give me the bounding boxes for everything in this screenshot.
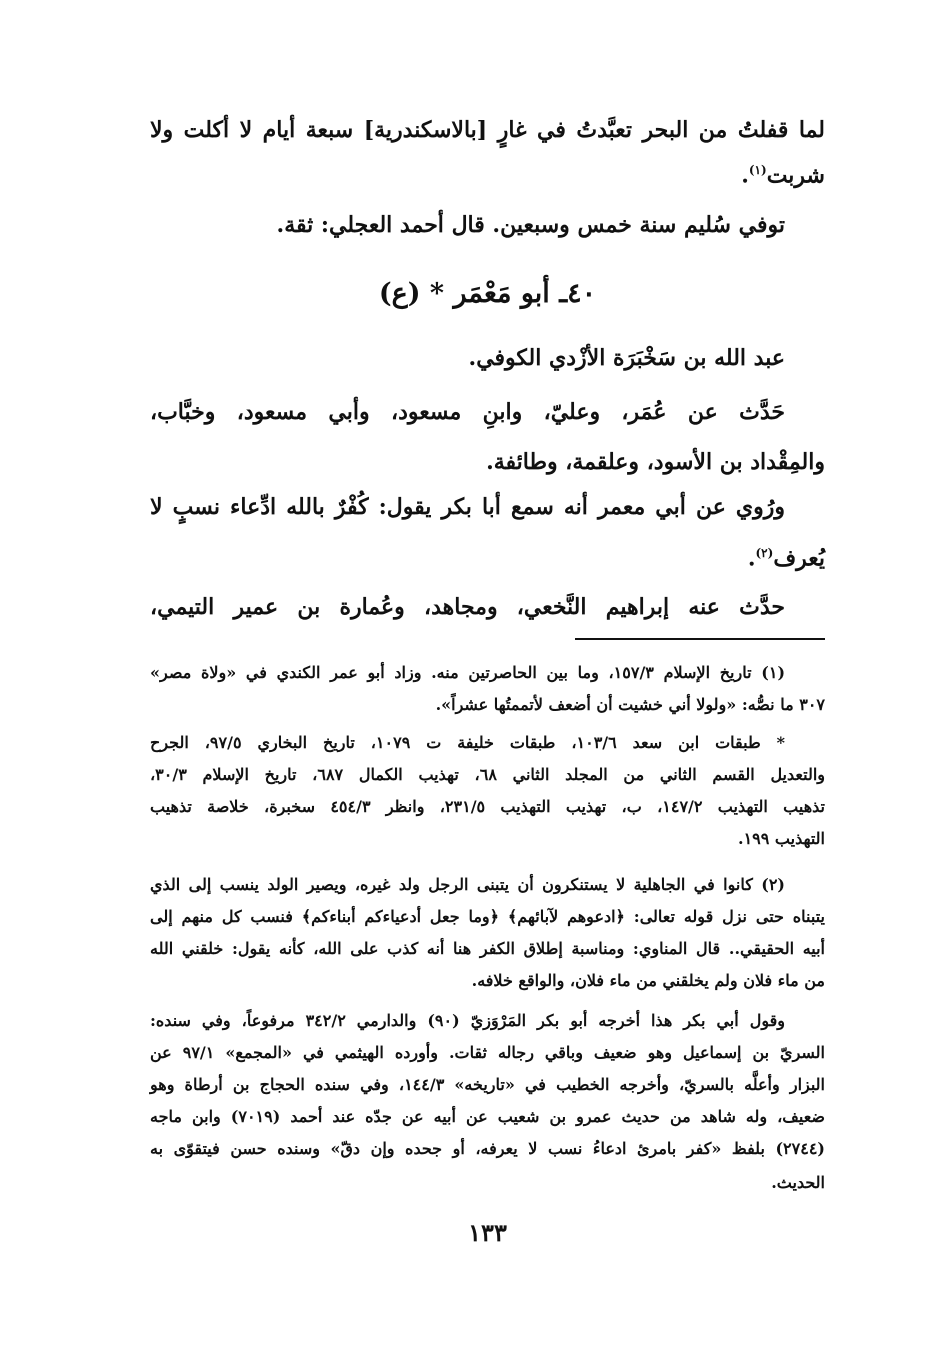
- footnote-separator: [575, 638, 825, 640]
- footnote-ref: (٢): [755, 546, 774, 560]
- entry-text-line: عبد الله بن سَخْبَرَة الأزْدي الكوفي.: [468, 345, 785, 371]
- footnote-line: من ماء فلان ولم يخلقني من ماء فلان، والواقع خلافه.: [471, 971, 825, 990]
- footnote-line: تذهيب التهذيب ١٤٧/٢، ب، تهذيب التهذيب ٢٣١/٥، وانظر ٤٥٤/٣ سخبرة، خلاصة تذهيب: [150, 797, 826, 816]
- footnote-line: * طبقات ابن سعد ١٠٣/٦، طبقات خليفة ت ١٠٧٩، تاريخ البخاري ٩٧/٥، الجرح: [150, 733, 786, 752]
- footnote-line: السريّ بن إسماعيل وهو ضعيف وباقي رجاله ثقات. وأورده الهيثمي في «المجمع» ٩٧/١ عن: [150, 1043, 826, 1062]
- footnote-line: ٣٠٧ ما نصُّه: «ولولا أني خشيت أن أضعف لأتممتُها عشراً».: [435, 695, 825, 714]
- footnote-line: أبيه الحقيقي.. قال المناوي: ومناسبة إطلاق الكفر هنا أنه كذب على الله، كأنه يقول: خلقني الله: [150, 939, 825, 958]
- page-number: ١٣٣: [468, 1218, 507, 1247]
- footnote-line: وقول أبي بكر هذا أخرجه أبو بكر المَرْوَزيّ (٩٠) والدارمي ٣٤٢/٢ مرفوعاً، وفي سنده:: [150, 1011, 785, 1030]
- main-text-line: لما قفلتُ من البحر تعبَّدتُ في غارٍ [بالاسكندرية] سبعة أيام لا أكلت ولا: [150, 117, 825, 143]
- main-text-line: شربت$^{(١)}$.: [741, 162, 825, 189]
- footnote-line: (٢٧٤٤) بلفظ «كفر بامرئ ادعاءُ نسب لا يعرفه، أو جحده وإن دقّ» وسنده حسن فيتقوّى به: [150, 1139, 825, 1158]
- footnote-line: الحديث.: [771, 1173, 825, 1192]
- footnote-line: والتعديل القسم الثاني من المجلد الثاني ٦٨، تهذيب الكمال ٦٨٧، تاريخ الإسلام ٣٠/٣،: [150, 765, 826, 784]
- entry-text-line: يُعرف$^{(٢)}$.: [747, 545, 825, 572]
- entry-text-line: والمِقْداد بن الأسود، وعلقمة، وطائفة.: [486, 449, 825, 475]
- entry-text-line: ورُوي عن أبي معمر أنه سمع أبا بكر يقول: كُفْرٌ بالله ادِّعاء نسبٍ لا: [150, 494, 785, 520]
- footnote-line: التهذيب ١٩٩.: [737, 829, 825, 848]
- footnote-line: (١) تاريخ الإسلام ١٥٧/٣، وما بين الحاصرتين منه. وزاد أبو عمر الكندي في «ولاة مصر»: [150, 663, 786, 682]
- footnote-line: يتبناه حتى نزل قوله تعالى: ﴿ادعوهم لآبائهم﴾ ﴿وما جعل أدعياءكم أبناءكم﴾ فنسب كل منهم إلى: [150, 907, 825, 926]
- footnote-line: البزار وأعلَّه بالسريّ، وأخرجه الخطيب في «تاريخه» ١٤٤/٣، وفي سنده الحجاج بن أرطاة وهو: [150, 1075, 826, 1094]
- entry-text-line: حدَّث عنه إبراهيم النَّخعي، ومجاهد، وعُمارة بن عمير التيمي،: [150, 594, 785, 620]
- main-text-line: توفي سُليم سنة خمس وسبعين. قال أحمد العجلي: ثقة.: [276, 212, 785, 238]
- footnote-line: (٢) كانوا في الجاهلية لا يستنكرون أن يتبنى الرجل ولد غيره، ويصير الولد ينسب إلى الذي: [150, 875, 785, 894]
- footnote-line: ضعيف، وله شاهد من حديث عمرو بن شعيب عن أبيه عن جدّه عند أحمد (٧٠١٩) وابن ماجه: [150, 1107, 825, 1126]
- entry-text-line: حَدَّث عن عُمَر، وعليّ، وابنِ مسعود، وأبي مسعود، وخبَّاب،: [150, 399, 785, 425]
- entry-heading: ٤٠ـ أبو مَعْمَر * (ع): [378, 278, 597, 309]
- footnote-ref: (١): [748, 163, 767, 177]
- book-page: [150, 90, 825, 1350]
